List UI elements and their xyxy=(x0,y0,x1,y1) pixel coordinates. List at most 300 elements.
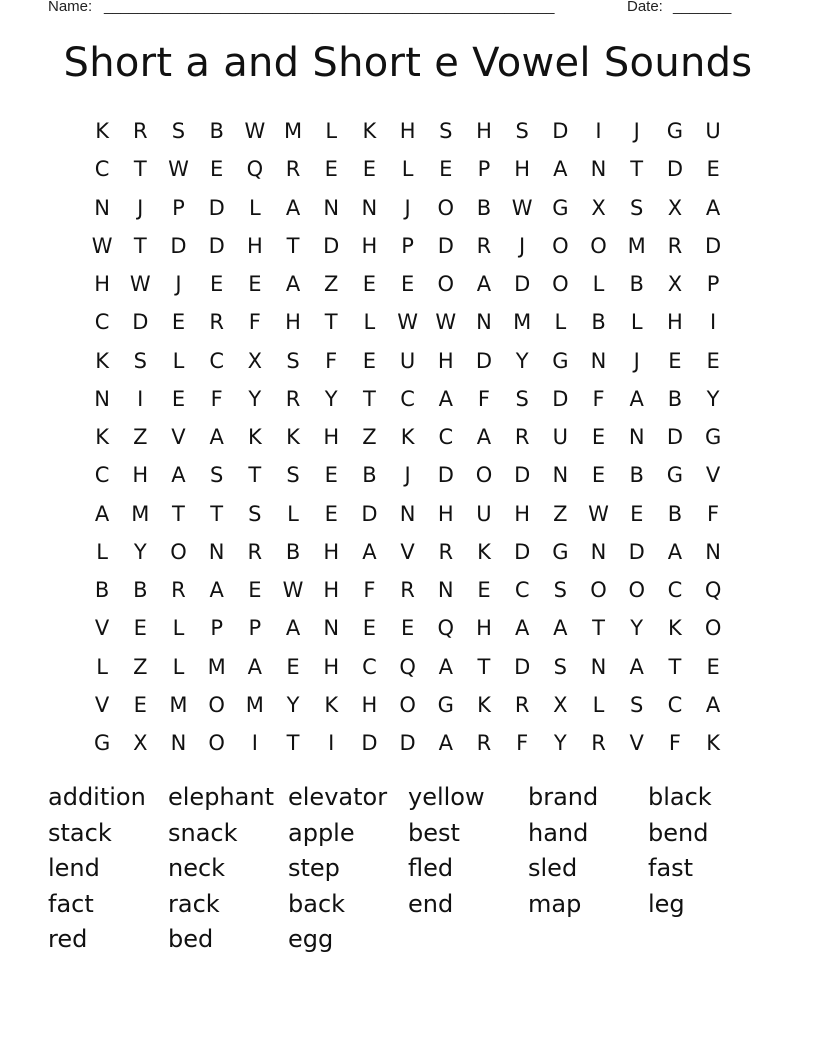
grid-letter[interactable]: A xyxy=(171,463,186,488)
grid-letter[interactable]: S xyxy=(553,578,568,603)
grid-letter[interactable]: X xyxy=(591,195,606,220)
grid-letter[interactable]: E xyxy=(668,348,682,373)
grid-letter[interactable]: N xyxy=(437,578,454,603)
grid-letter[interactable]: W xyxy=(511,195,533,220)
grid-letter[interactable]: A xyxy=(438,654,453,679)
grid-letter[interactable]: E xyxy=(630,501,644,526)
grid-letter[interactable]: M xyxy=(283,119,303,144)
grid-letter[interactable]: I xyxy=(595,119,602,144)
grid-letter[interactable]: O xyxy=(475,463,493,488)
grid-letter[interactable]: C xyxy=(514,578,530,603)
grid-letter[interactable]: P xyxy=(248,616,262,641)
grid-letter[interactable]: R xyxy=(514,692,530,717)
grid-letter[interactable]: V xyxy=(171,425,186,450)
grid-letter[interactable]: N xyxy=(705,539,721,564)
grid-letter[interactable]: A xyxy=(476,272,492,297)
grid-letter[interactable]: S xyxy=(286,463,300,488)
grid-letter[interactable]: E xyxy=(171,310,186,335)
grid-letter[interactable]: C xyxy=(94,463,110,488)
grid-letter[interactable]: F xyxy=(668,731,681,756)
grid-letter[interactable]: C xyxy=(667,578,683,603)
grid-letter[interactable]: G xyxy=(437,692,454,717)
grid-letter[interactable]: R xyxy=(285,386,301,411)
grid-letter[interactable]: L xyxy=(592,692,605,717)
grid-letter[interactable]: Y xyxy=(286,692,300,717)
grid-letter[interactable]: L xyxy=(325,119,338,144)
grid-letter[interactable]: L xyxy=(96,654,108,679)
grid-letter[interactable]: O xyxy=(552,272,569,297)
grid-letter[interactable]: L xyxy=(172,616,185,641)
grid-letter[interactable]: E xyxy=(324,157,338,182)
grid-letter[interactable]: T xyxy=(133,157,147,182)
grid-letter[interactable]: V xyxy=(400,539,415,564)
grid-letter[interactable]: O xyxy=(208,731,225,756)
grid-letter[interactable]: E xyxy=(210,157,224,182)
grid-letter[interactable]: K xyxy=(95,119,109,144)
grid-letter[interactable]: E xyxy=(248,578,262,603)
grid-letter[interactable]: E xyxy=(248,272,262,297)
grid-letter[interactable]: G xyxy=(552,348,569,373)
grid-letter[interactable]: S xyxy=(439,119,453,144)
grid-letter[interactable]: V xyxy=(94,692,110,717)
word-bank-item: bed xyxy=(168,925,214,953)
grid-letter[interactable]: H xyxy=(476,119,492,144)
grid-letter[interactable]: E xyxy=(362,272,377,297)
grid-letter[interactable]: J xyxy=(175,272,182,297)
grid-letter[interactable]: F xyxy=(325,348,338,373)
grid-letter[interactable]: E xyxy=(286,654,300,679)
grid-letter[interactable]: Q xyxy=(704,578,722,603)
grid-letter[interactable]: L xyxy=(172,654,185,679)
grid-letter[interactable]: S xyxy=(286,348,300,373)
grid-letter[interactable]: H xyxy=(667,310,683,335)
grid-letter[interactable]: L xyxy=(592,272,605,297)
grid-letter[interactable]: D xyxy=(552,119,569,144)
grid-letter[interactable]: A xyxy=(514,616,530,641)
grid-letter[interactable]: A xyxy=(94,501,110,526)
grid-letter[interactable]: P xyxy=(477,157,491,182)
grid-letter[interactable]: N xyxy=(323,616,340,641)
grid-letter[interactable]: K xyxy=(668,616,682,641)
grid-letter[interactable]: T xyxy=(592,616,605,641)
grid-letter[interactable]: B xyxy=(629,272,644,297)
date-label: Date: xyxy=(627,0,663,15)
grid-letter[interactable]: K xyxy=(706,731,720,756)
grid-letter[interactable]: U xyxy=(476,501,492,526)
grid-letter[interactable]: E xyxy=(706,654,720,679)
grid-letter[interactable]: U xyxy=(552,425,569,450)
grid-letter[interactable]: N xyxy=(94,386,110,411)
grid-letter[interactable]: R xyxy=(476,233,492,258)
grid-letter[interactable]: Z xyxy=(553,501,568,526)
grid-letter[interactable]: H xyxy=(323,425,340,450)
grid-letter[interactable]: B xyxy=(591,310,606,335)
grid-letter[interactable]: T xyxy=(133,233,147,258)
grid-letter[interactable]: S xyxy=(515,119,529,144)
grid-letter[interactable]: E xyxy=(706,348,720,373)
grid-letter[interactable]: S xyxy=(630,692,644,717)
grid-letter[interactable]: F xyxy=(477,386,491,411)
grid-letter[interactable]: D xyxy=(323,233,340,258)
grid-letter[interactable]: R xyxy=(667,233,683,258)
grid-letter[interactable]: H xyxy=(476,616,492,641)
grid-letter[interactable]: B xyxy=(94,578,110,603)
grid-letter[interactable]: N xyxy=(399,501,416,526)
grid-letter[interactable]: H xyxy=(94,272,110,297)
grid-letter[interactable]: L xyxy=(363,310,376,335)
grid-letter[interactable]: K xyxy=(247,425,262,450)
grid-letter[interactable]: S xyxy=(553,654,568,679)
grid-letter[interactable]: W xyxy=(435,310,457,335)
grid-letter[interactable]: L xyxy=(96,539,108,564)
grid-letter[interactable]: W xyxy=(397,310,418,335)
grid-letter[interactable]: G xyxy=(666,119,684,144)
grid-letter[interactable]: D xyxy=(132,310,149,335)
grid-letter[interactable]: W xyxy=(168,157,189,182)
grid-letter[interactable]: H xyxy=(246,233,263,258)
grid-letter[interactable]: M xyxy=(131,501,150,526)
grid-letter[interactable]: C xyxy=(209,348,224,373)
grid-letter[interactable]: J xyxy=(137,195,144,220)
grid-letter[interactable]: D xyxy=(628,539,645,564)
grid-letter[interactable]: A xyxy=(629,386,644,411)
grid-letter[interactable]: O xyxy=(170,539,187,564)
grid-letter[interactable]: B xyxy=(362,463,377,488)
grid-letter[interactable]: U xyxy=(399,348,416,373)
grid-letter[interactable]: R xyxy=(209,310,224,335)
grid-letter[interactable]: C xyxy=(400,386,415,411)
grid-letter[interactable]: O xyxy=(590,233,607,258)
grid-letter[interactable]: D xyxy=(514,272,531,297)
grid-letter[interactable]: F xyxy=(592,386,605,411)
grid-letter[interactable]: A xyxy=(285,195,301,220)
grid-letter[interactable]: N xyxy=(552,463,569,488)
grid-letter[interactable]: L xyxy=(287,501,299,526)
grid-letter[interactable]: Y xyxy=(553,731,567,756)
grid-letter[interactable]: G xyxy=(704,425,722,450)
grid-letter[interactable]: Q xyxy=(437,616,455,641)
grid-letter[interactable]: A xyxy=(362,539,377,564)
grid-letter[interactable]: P xyxy=(706,272,720,297)
grid-letter[interactable]: E xyxy=(477,578,491,603)
grid-letter[interactable]: N xyxy=(94,195,110,220)
grid-letter[interactable]: S xyxy=(630,195,644,220)
grid-letter[interactable]: A xyxy=(553,157,568,182)
grid-letter[interactable]: K xyxy=(324,692,339,717)
grid-letter[interactable]: E xyxy=(324,463,338,488)
grid-letter[interactable]: H xyxy=(437,348,454,373)
grid-letter[interactable]: G xyxy=(93,731,111,756)
grid-letter[interactable]: T xyxy=(668,654,682,679)
grid-letter[interactable]: E xyxy=(591,425,606,450)
grid-letter[interactable]: K xyxy=(95,348,109,373)
grid-letter[interactable]: D xyxy=(514,654,531,679)
grid-letter[interactable]: T xyxy=(210,501,224,526)
grid-letter[interactable]: E xyxy=(591,463,606,488)
grid-letter[interactable]: B xyxy=(209,119,224,144)
grid-letter[interactable]: R xyxy=(514,425,530,450)
grid-letter[interactable]: F xyxy=(248,310,261,335)
grid-letter[interactable]: D xyxy=(208,195,225,220)
grid-letter[interactable]: T xyxy=(248,463,262,488)
grid-letter[interactable]: Y xyxy=(706,386,720,411)
grid-letter[interactable]: Y xyxy=(515,348,529,373)
grid-letter[interactable]: Y xyxy=(248,386,262,411)
grid-letter[interactable]: P xyxy=(172,195,185,220)
grid-letter[interactable]: C xyxy=(94,310,110,335)
word-bank-item: brand xyxy=(528,783,599,811)
grid-row xyxy=(83,533,733,571)
grid-letter[interactable]: R xyxy=(591,731,606,756)
grid-letter[interactable]: O xyxy=(437,195,455,220)
grid-letter[interactable]: K xyxy=(95,425,109,450)
grid-letter[interactable]: A xyxy=(247,654,263,679)
grid-letter[interactable]: H xyxy=(437,501,454,526)
grid-letter[interactable]: T xyxy=(324,310,338,335)
grid-letter[interactable]: P xyxy=(401,233,414,258)
grid-letter[interactable]: S xyxy=(171,119,186,144)
grid-letter[interactable]: D xyxy=(361,501,378,526)
grid-letter[interactable]: J xyxy=(404,463,411,488)
grid-letter[interactable]: Z xyxy=(324,272,339,297)
word-bank-item: end xyxy=(408,889,454,918)
grid-letter[interactable]: V xyxy=(94,616,110,641)
grid-letter[interactable]: D xyxy=(514,539,531,564)
word-bank-item: map xyxy=(528,889,582,918)
grid-letter[interactable]: H xyxy=(399,119,416,144)
grid-letter[interactable]: R xyxy=(476,731,492,756)
grid-letter[interactable]: G xyxy=(552,195,569,220)
grid-letter[interactable]: W xyxy=(588,501,609,526)
grid-letter[interactable]: B xyxy=(476,195,492,220)
grid-letter[interactable]: B xyxy=(285,539,301,564)
grid-letter[interactable]: H xyxy=(323,539,340,564)
grid-letter[interactable]: A xyxy=(667,539,683,564)
grid-letter[interactable]: F xyxy=(210,386,223,411)
grid-letter[interactable]: D xyxy=(437,463,454,488)
grid-letter[interactable]: E xyxy=(133,692,147,717)
grid-letter[interactable]: H xyxy=(361,692,378,717)
grid-letter[interactable]: A xyxy=(476,425,492,450)
grid-letter[interactable]: C xyxy=(362,654,377,679)
grid-letter[interactable]: V xyxy=(629,731,644,756)
grid-letter[interactable]: T xyxy=(362,386,376,411)
grid-letter[interactable]: X xyxy=(667,195,683,220)
word-bank-item: lend xyxy=(48,854,100,882)
grid-letter[interactable]: L xyxy=(554,310,567,335)
grid-letter[interactable]: E xyxy=(133,616,147,641)
grid-letter[interactable]: O xyxy=(399,692,416,717)
grid-letter[interactable]: D xyxy=(170,233,187,258)
grid-letter[interactable]: O xyxy=(590,578,607,603)
grid-letter[interactable]: A xyxy=(705,195,721,220)
grid-letter[interactable]: E xyxy=(362,348,377,373)
grid-letter[interactable]: W xyxy=(282,578,304,603)
grid-letter[interactable]: Z xyxy=(133,654,148,679)
grid-letter[interactable]: H xyxy=(323,654,340,679)
grid-letter[interactable]: X xyxy=(667,272,683,297)
grid-letter[interactable]: E xyxy=(400,272,415,297)
grid-letter[interactable]: Y xyxy=(324,386,338,411)
grid-letter[interactable]: O xyxy=(437,272,455,297)
grid-letter[interactable]: K xyxy=(477,539,491,564)
grid-letter[interactable]: A xyxy=(438,731,453,756)
grid-letter[interactable]: R xyxy=(438,539,454,564)
grid-letter[interactable]: E xyxy=(171,386,186,411)
grid-letter[interactable]: D xyxy=(399,731,416,756)
grid-letter[interactable]: Q xyxy=(399,654,416,679)
grid-letter[interactable]: B xyxy=(133,578,148,603)
grid-letter[interactable]: T xyxy=(286,731,300,756)
grid-row xyxy=(83,571,733,609)
grid-letter[interactable]: N xyxy=(590,654,607,679)
grid-letter[interactable]: O xyxy=(208,692,225,717)
grid-letter[interactable]: R xyxy=(171,578,186,603)
grid-letter[interactable]: N xyxy=(590,348,607,373)
grid-letter[interactable]: D xyxy=(705,233,722,258)
grid-letter[interactable]: I xyxy=(709,310,717,335)
grid-letter[interactable]: M xyxy=(207,654,226,679)
grid-letter[interactable]: O xyxy=(704,616,722,641)
grid-letter[interactable]: W xyxy=(244,119,266,144)
grid-letter[interactable]: O xyxy=(552,233,569,258)
grid-letter[interactable]: W xyxy=(129,272,151,297)
grid-letter[interactable]: D xyxy=(666,157,683,182)
grid-letter[interactable]: H xyxy=(285,310,301,335)
grid-letter[interactable]: X xyxy=(553,692,568,717)
grid-letter[interactable]: C xyxy=(94,157,110,182)
grid-letter[interactable]: Z xyxy=(362,425,377,450)
grid-letter[interactable]: N xyxy=(170,731,187,756)
grid-letter[interactable]: T xyxy=(286,233,300,258)
grid-letter[interactable]: B xyxy=(667,501,683,526)
grid-letter[interactable]: E xyxy=(324,501,338,526)
grid-letter[interactable]: A xyxy=(553,616,568,641)
grid-letter[interactable]: S xyxy=(248,501,262,526)
grid-letter[interactable]: H xyxy=(132,463,149,488)
grid-letter[interactable]: I xyxy=(251,731,258,756)
grid-letter[interactable]: C xyxy=(667,692,683,717)
grid-letter[interactable]: D xyxy=(552,386,569,411)
grid-letter[interactable]: Q xyxy=(246,157,264,182)
grid-letter[interactable]: D xyxy=(514,463,531,488)
grid-letter[interactable]: A xyxy=(438,386,453,411)
word-bank-item: sled xyxy=(528,854,578,882)
grid-letter[interactable]: T xyxy=(172,501,185,526)
grid-letter[interactable]: A xyxy=(629,654,644,679)
grid-letter[interactable]: Y xyxy=(133,539,147,564)
grid-letter[interactable]: E xyxy=(439,157,453,182)
grid-letter[interactable]: L xyxy=(172,348,185,373)
grid-letter[interactable]: E xyxy=(362,616,377,641)
grid-letter[interactable]: J xyxy=(633,119,640,144)
grid-letter[interactable]: N xyxy=(590,539,607,564)
grid-letter[interactable]: A xyxy=(209,425,224,450)
grid-letter[interactable]: N xyxy=(476,310,492,335)
grid-letter[interactable]: N xyxy=(361,195,378,220)
grid-letter[interactable]: L xyxy=(248,195,261,220)
grid-letter[interactable]: X xyxy=(247,348,263,373)
grid-letter[interactable]: A xyxy=(285,616,301,641)
grid-letter[interactable]: E xyxy=(400,616,415,641)
grid-letter[interactable]: D xyxy=(208,233,225,258)
grid-letter[interactable]: A xyxy=(285,272,301,297)
grid-letter[interactable]: Z xyxy=(133,425,148,450)
grid-letter[interactable]: R xyxy=(247,539,263,564)
grid-letter[interactable]: S xyxy=(515,386,529,411)
grid-letter[interactable]: D xyxy=(475,348,493,373)
grid-letter[interactable]: W xyxy=(91,233,113,258)
grid-letter[interactable]: R xyxy=(400,578,415,603)
grid-letter[interactable]: M xyxy=(245,692,264,717)
grid-letter[interactable]: C xyxy=(438,425,454,450)
grid-letter[interactable]: H xyxy=(323,578,340,603)
grid-letter[interactable]: H xyxy=(361,233,378,258)
grid-letter[interactable]: V xyxy=(705,463,721,488)
grid-letter[interactable]: L xyxy=(401,157,414,182)
grid-letter[interactable]: M xyxy=(627,233,646,258)
grid-letter[interactable]: I xyxy=(137,386,144,411)
word-bank-item: best xyxy=(408,818,460,847)
grid-letter[interactable]: X xyxy=(133,731,148,756)
word-bank-item: leg xyxy=(648,889,685,918)
grid-letter[interactable]: T xyxy=(630,157,644,182)
grid-letter[interactable]: B xyxy=(629,463,644,488)
grid-letter[interactable]: F xyxy=(707,501,720,526)
grid-letter[interactable]: E xyxy=(362,157,377,182)
grid-letter[interactable]: H xyxy=(514,501,531,526)
grid-letter[interactable]: G xyxy=(552,539,569,564)
grid-letter[interactable]: J xyxy=(633,348,640,373)
grid-letter[interactable]: D xyxy=(361,731,378,756)
grid-letter[interactable]: T xyxy=(477,654,491,679)
grid-letter[interactable]: D xyxy=(437,233,454,258)
grid-letter[interactable]: R xyxy=(132,119,148,144)
grid-letter[interactable]: N xyxy=(590,157,607,182)
grid-letter[interactable]: H xyxy=(514,157,531,182)
grid-letter[interactable]: P xyxy=(210,616,223,641)
grid-letter[interactable]: E xyxy=(210,272,224,297)
grid-letter[interactable]: E xyxy=(706,157,720,182)
grid-letter[interactable]: F xyxy=(363,578,376,603)
grid-letter[interactable]: R xyxy=(285,157,301,182)
grid-letter[interactable]: F xyxy=(516,731,529,756)
grid-letter[interactable]: S xyxy=(133,348,147,373)
grid-letter[interactable]: A xyxy=(705,692,721,717)
grid-letter[interactable]: K xyxy=(362,119,377,144)
grid-letter[interactable]: K xyxy=(286,425,300,450)
grid-letter[interactable]: K xyxy=(477,692,491,717)
grid-letter[interactable]: N xyxy=(208,539,225,564)
grid-letter[interactable]: J xyxy=(519,233,526,258)
grid-letter[interactable]: N xyxy=(323,195,340,220)
grid-letter[interactable]: J xyxy=(404,195,411,220)
grid-letter[interactable]: K xyxy=(400,425,415,450)
grid-letter[interactable]: S xyxy=(209,463,224,488)
grid-letter[interactable]: M xyxy=(513,310,532,335)
grid-letter[interactable]: L xyxy=(630,310,643,335)
grid-letter[interactable]: U xyxy=(705,119,721,144)
grid-letter[interactable]: N xyxy=(628,425,645,450)
grid-letter[interactable]: B xyxy=(667,386,683,411)
grid-letter[interactable]: A xyxy=(209,578,224,603)
grid-letter[interactable]: D xyxy=(666,425,683,450)
grid-letter[interactable]: M xyxy=(169,692,188,717)
grid-letter[interactable]: Y xyxy=(630,616,644,641)
grid-letter[interactable]: I xyxy=(328,731,335,756)
grid-letter[interactable]: O xyxy=(628,578,645,603)
grid-letter[interactable]: G xyxy=(666,463,684,488)
